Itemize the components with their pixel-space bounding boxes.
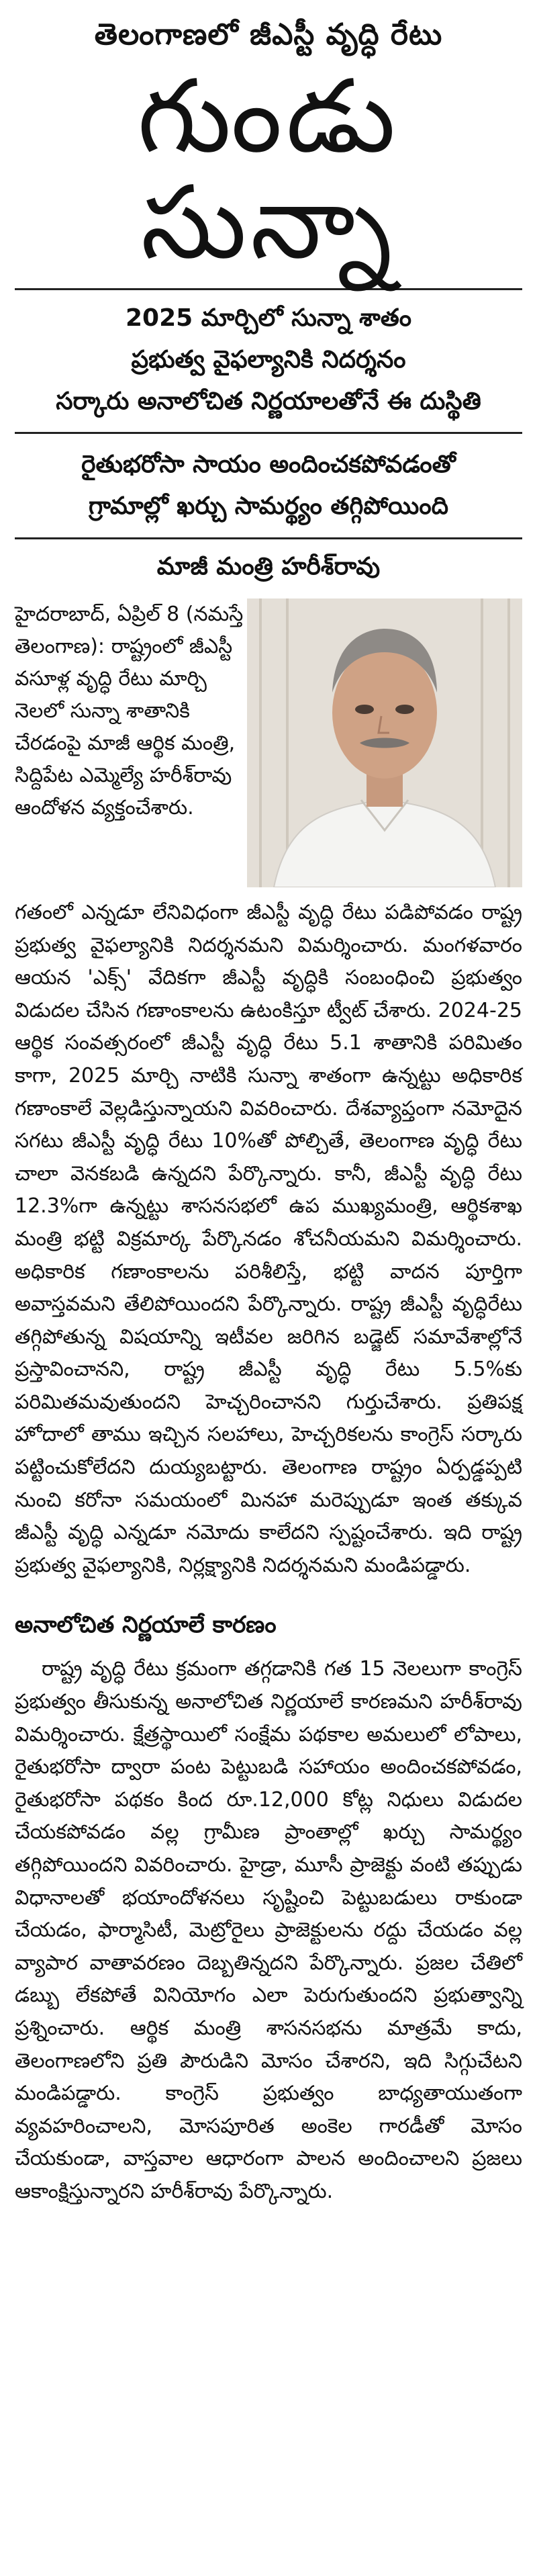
divider (15, 537, 522, 539)
portrait-illustration (247, 598, 522, 887)
byline: మాజీ మంత్రి హరీశ్‌రావు (156, 552, 381, 580)
deck-line: సర్కారు అనాలోచిత నిర్ణయాలతోనే ఈ దుస్థితి (56, 387, 481, 415)
deck (15, 300, 522, 420)
subdeck-line: గ్రామాల్లో ఖర్చు సామర్థ్యం తగ్గిపోయింది (88, 492, 449, 521)
subdeck-line: రైతుభరోసా సాయం అందించకపోవడంతో (81, 451, 456, 479)
divider (15, 432, 522, 434)
lead-section (15, 598, 522, 887)
body-paragraph: రాష్ట్ర వృద్ధి రేటు క్రమంగా తగ్గడానికి గత 15 నెలలుగా కాంగ్రెస్ ప్రభుత్వం తీసుకున్న అనాలోచిత నిర్ణయాలే కారణమని హరీశ్‌రావు విమర్శించారు. క్షేత్రస్థాయిలో సంక్షేమ పథకాల అమలులో లోపాలు, రైతుభరోసా ద్వారా పంట పెట్టుబడి సహాయం అందించకపోవడం, రైతుభరోసా పథకం కింద రూ.12,000 కోట్ల నిధులు విడుదల చేయకపోవడం వల్ల గ్రామీణ ప్రాంతాల్లో ఖర్చు సామర్థ్యం తగ్గిపోయిందని వివరించారు. హైడ్రా, మూసీ ప్రాజెక్టు వంటి తప్పుడు విధానాలతో భయాందోళనలు సృష్టించి పెట్టుబడులు రాకుండా చేయడం, ఫార్మాసిటీ, మెట్రోరైలు ప్రాజెక్టులను రద్దు చేయడం వల్ల వ్యాపార వాతావరణం దెబ్బతిన్నదని పేర్కొన్నారు. ప్రజల చేతిలో డబ్బు లేకపోతే వినియోగం ఎలా పెరుగుతుందని ప్రభుత్వాన్ని ప్రశ్నించారు. ఆర్థిక మంత్రి శాసనసభను మాత్రమే కాదు, తెలంగాణలోని ప్రతి పౌరుడిని మోసం చేశారని, ఇది సిగ్గుచేటని మండిపడ్డారు. కాంగ్రెస్ ప్రభుత్వం బాధ్యతాయుతంగా వ్యవహరించాలని, మోసపూరిత అంకెల గారడీతో మోసం చేయకుండా, వాస్తవాల ఆధారంగా పాలన అందించాలని ప్రజలు ఆకాంక్షిస్తున్నారని హరీశ్‌రావు పేర్కొన్నారు. (15, 1657, 522, 2203)
subdeck (15, 446, 522, 525)
section-heading: అనాలోచిత నిర్ణయాలే కారణం (15, 1611, 277, 1639)
headline: గుండు సున్నా (137, 58, 400, 281)
body-paragraph: గతంలో ఎన్నడూ లేనివిధంగా జీఎస్టీ వృద్ధి రేటు పడిపోవడం రాష్ట్ర ప్రభుత్వ వైఫల్యానికి నిదర్శనమని విమర్శించారు. మంగళవారం ఆయన 'ఎక్స్' వేదికగా జీఎస్టీ వృద్ధికి సంబంధించి ప్రభుత్వం విడుదల చేసిన గణాంకాలను ఉటంకిస్తూ ట్వీట్ చేశారు. 2024-25 ఆర్థిక సంవత్సరంలో జీఎస్టీ వృద్ధి రేటు 5.1 శాతానికి పరిమితం కాగా, 2025 మార్చి నాటికి సున్నా శాతంగా ఉన్నట్టు అధికారిక గణాంకాలే వెల్లడిస్తున్నాయని వివరించారు. దేశవ్యాప్తంగా నమోదైన సగటు జీఎస్టీ వృద్ధి రేటు 10%తో పోల్చితే, తెలంగాణ వృద్ధి రేటు చాలా వెనకబడి ఉన్నదని పేర్కొన్నారు. కానీ, జీఎస్టీ వృద్ధి రేటు 12.3%గా ఉన్నట్టు శాసనసభలో ఉప ముఖ్యమంత్రి, ఆర్థికశాఖ మంత్రి భట్టి విక్రమార్క పేర్కొనడం శోచనీయమని విమర్శించారు. అధికారిక గణాంకాలను పరిశీలిస్తే, భట్టి వాదన పూర్తిగా అవాస్తవమని తేలిపోయిందని పేర్కొన్నారు. రాష్ట్ర జీఎస్టీ వృద్ధిరేటు తగ్గిపోతున్న విషయాన్ని ఇటీవల జరిగిన బడ్జెట్ సమావేశాల్లోనే ప్రస్తావించానని, రాష్ట్ర జీఎస్టీ వృద్ధి రేటు 5.5%కు పరిమితమవుతుందని హెచ్చరించానని గుర్తుచేశారు. ప్రతిపక్ష హోదాలో తాము ఇచ్చిన సలహాలు, హెచ్చరికలను కాంగ్రెస్ సర్కారు పట్టించుకోలేదని దుయ్యబట్టారు. తెలంగాణ రాష్ట్రం ఏర్పడ్డప్పటి నుంచి కరోనా సమయంలో మినహా మరెప్పుడూ ఇంత తక్కువ జీఎస్టీ వృద్ధి ఎన్నడూ నమోదు కాలేదని స్పష్టంచేశారు. ఇది రాష్ట్ర ప్రభుత్వ వైఫల్యానికి, నిర్లక్ష్యానికి నిదర్శనమని మండిపడ్డారు. (15, 900, 522, 1577)
deck-line: 2025 మార్చిలో సున్నా శాతం (125, 304, 412, 332)
newspaper-article (0, 17, 537, 2576)
divider (15, 288, 522, 290)
portrait-photo (247, 598, 522, 887)
deck-line: ప్రభుత్వ వైఫల్యానికి నిదర్శనం (131, 345, 406, 373)
lead-paragraph: హైదరాబాద్, ఏప్రిల్ 8 (నమస్తే తెలంగాణ): రాష్ట్రంలో జీఎస్టీ వసూళ్ల వృద్ధి రేటు మార్చి నెలలో సున్నా శాతానికి చేరడంపై మాజీ ఆర్థిక మంత్రి, సిద్దిపేట ఎమ్మెల్యే హరీశ్‌రావు ఆందోళన వ్యక్తంచేశారు. (15, 602, 244, 819)
kicker: తెలంగాణలో జీఎస్టీ వృద్ధి రేటు (94, 17, 443, 52)
